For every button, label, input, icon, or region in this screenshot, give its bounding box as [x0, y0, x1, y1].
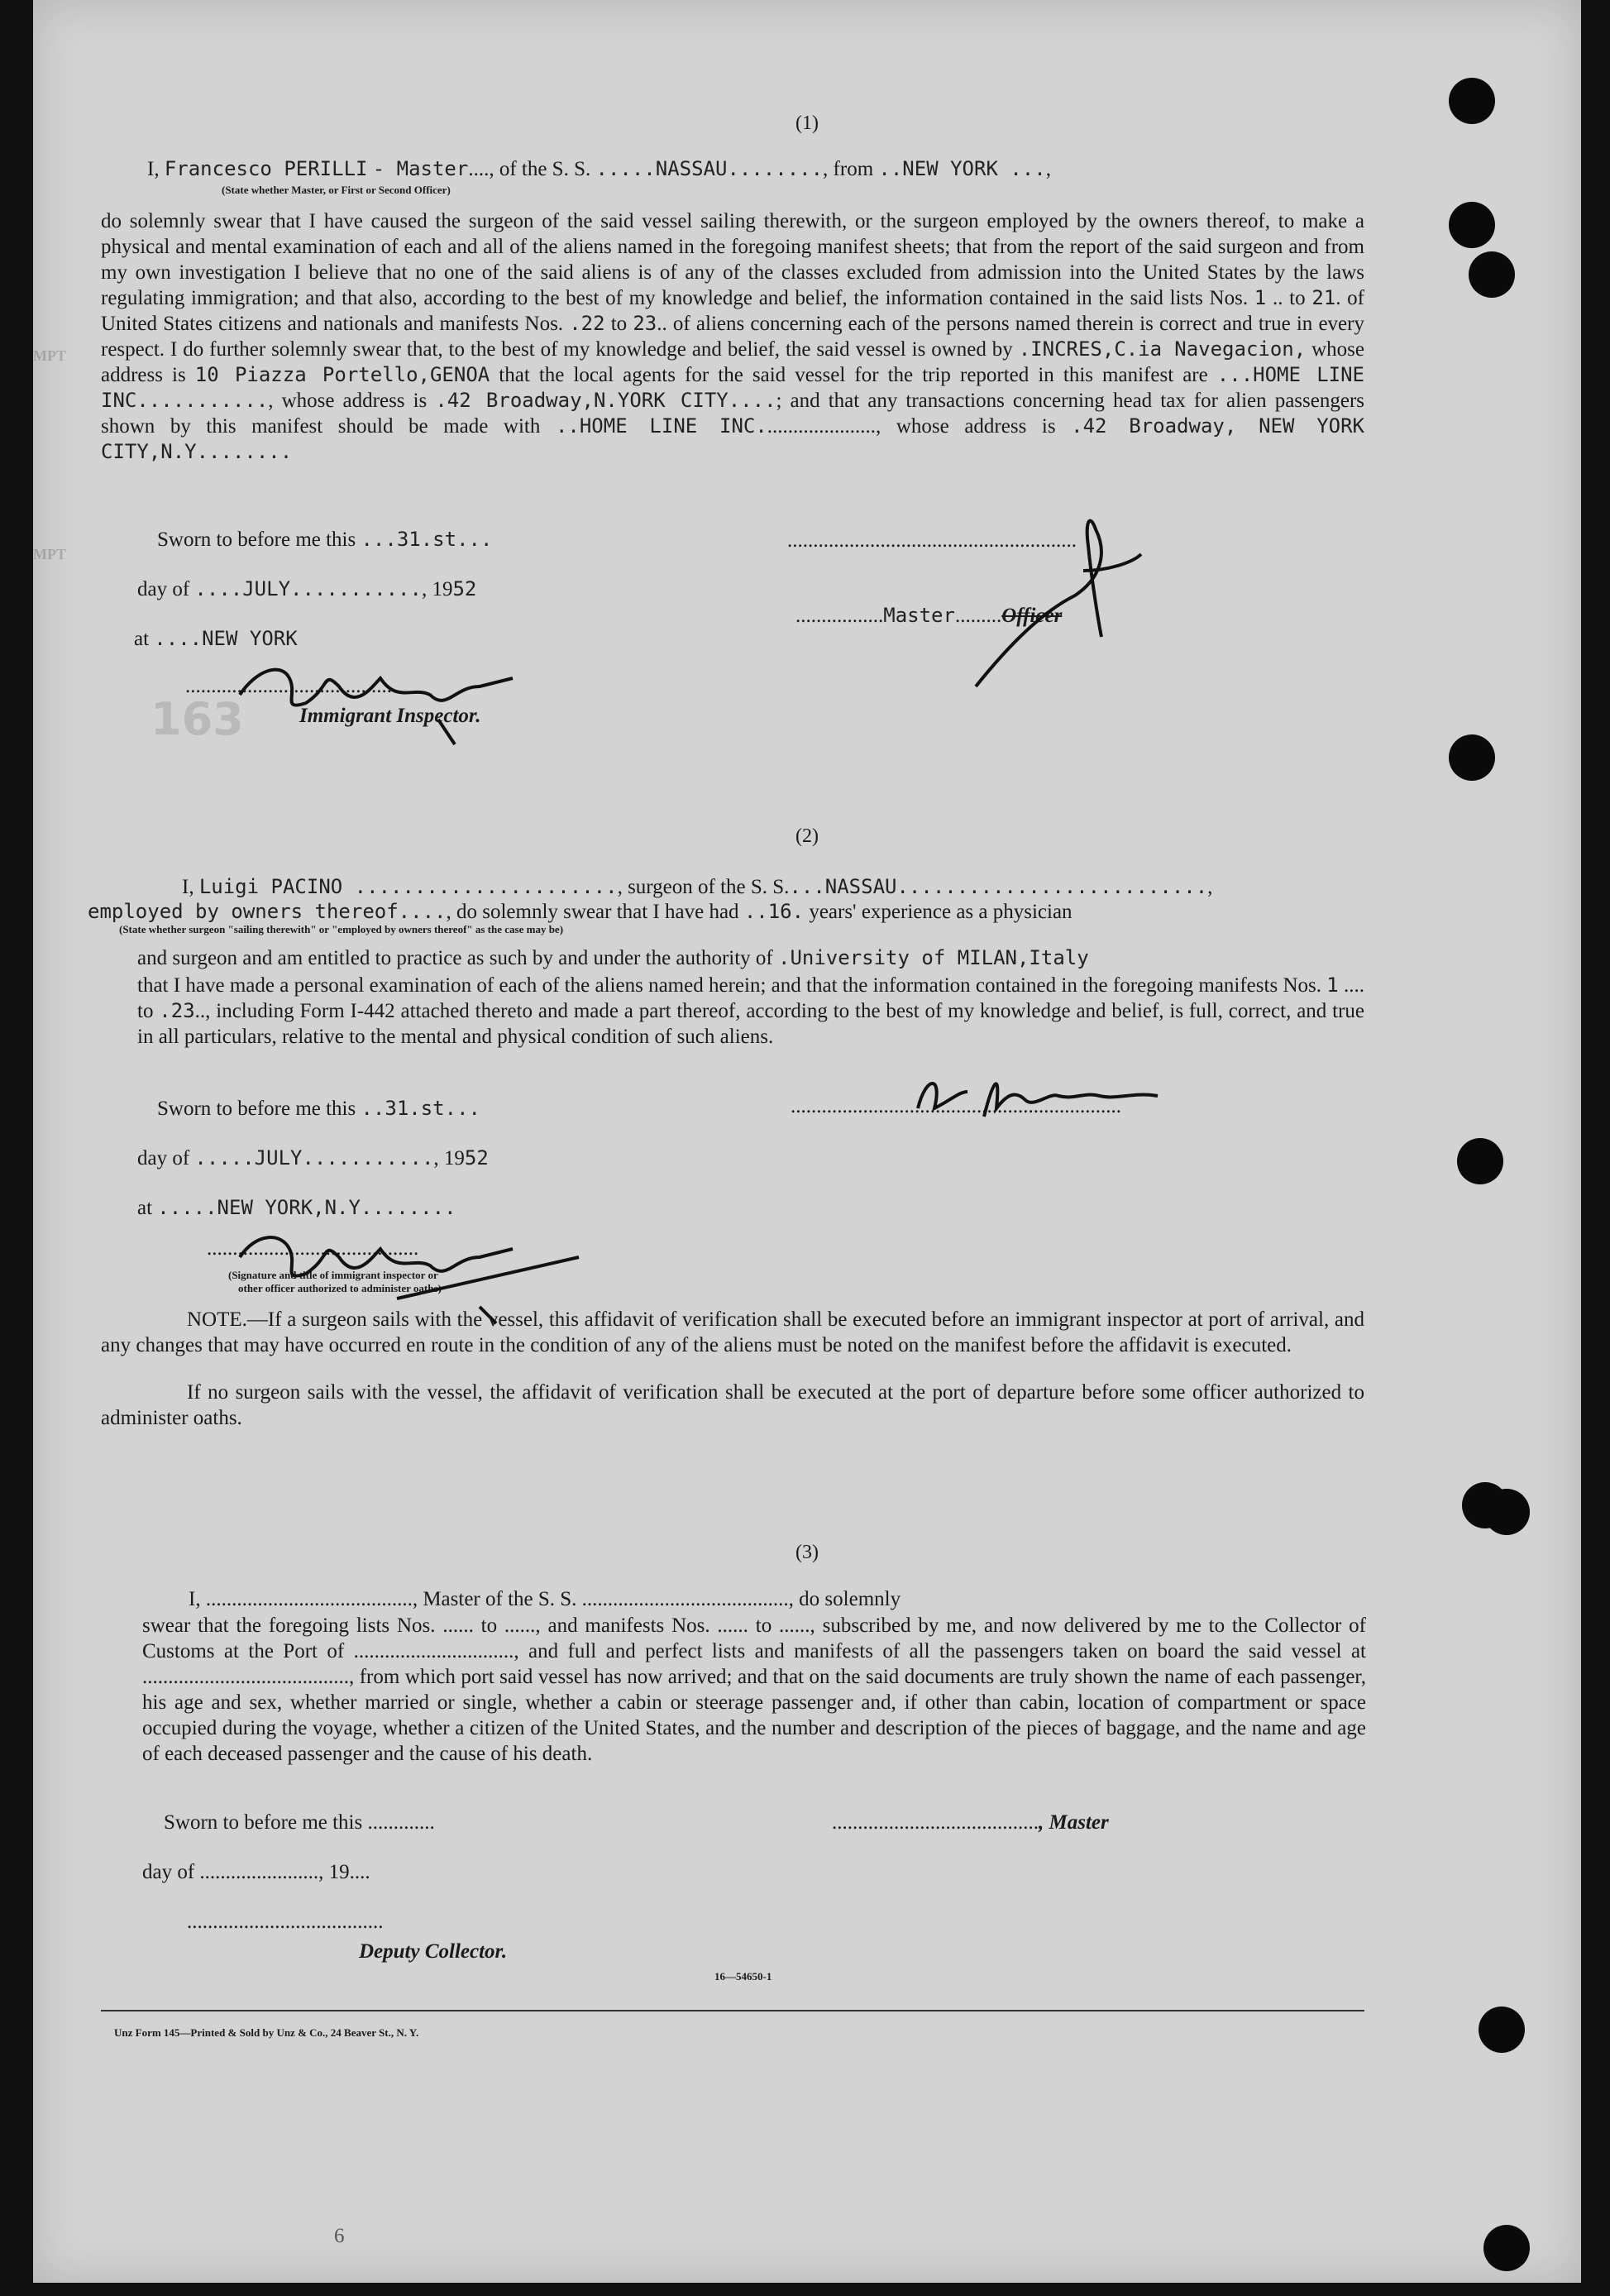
from-port: ..NEW YORK ... — [878, 157, 1046, 180]
s3-collector-label: Deputy Collector. — [359, 1940, 508, 1963]
head-tax-address: .42 Broadway, NEW YORK CITY,N.Y........ — [101, 414, 1365, 463]
binder-hole — [1479, 2007, 1525, 2053]
head-tax-agent: ..HOME LINE INC. — [555, 414, 767, 438]
bottom-mark: 6 — [334, 2225, 345, 2247]
binder-hole — [1483, 2225, 1530, 2271]
affidavit-page — [33, 0, 1581, 2283]
agents-address: .42 Broadway,N.YORK CITY.... — [435, 389, 776, 412]
master-signature — [943, 496, 1158, 695]
s1-sworn-line: Sworn to before me this ...31.st... — [157, 528, 493, 551]
s2-oath-paragraph: that I have made a personal examination of each of the aliens named herein; and that the information contained in the foregoing manifests Nos. 1 .... to .23.., including Form I-442 attached thereto and made a part thereof, according to the best of my knowledge and belief, is full, correct, and true in all particulars, relative to the mental and physical condition of such aliens. — [137, 973, 1364, 1048]
binder-hole — [1457, 1138, 1503, 1184]
s1-master-title-line: .................Master.........Officer — [795, 604, 1063, 627]
master-rank: - Master — [372, 157, 469, 180]
vessel-name: .....NASSAU........ — [595, 157, 824, 180]
s1-master-line: I, Francesco PERILLI - Master...., of the S. S. .....NASSAU........, from ..NEW YORK ..., — [147, 157, 1051, 180]
section-2-number: (2) — [795, 825, 819, 847]
s2-employment-note: (State whether surgeon "sailing therewith" or "employed by owners thereof" as the case may be) — [119, 923, 564, 935]
inspector-signature — [232, 637, 562, 753]
s2-at-line: at .....NEW YORK,N.Y........ — [137, 1196, 456, 1219]
s1-at-line: at ....NEW YORK — [134, 627, 298, 650]
s2-sworn-line: Sworn to before me this ..31.st... — [157, 1097, 480, 1120]
footer-rule — [101, 2010, 1364, 2011]
s2-inspector-signature — [232, 1208, 728, 1323]
binder-hole — [1469, 251, 1515, 298]
owner-address: 10 Piazza Portello,GENOA — [194, 363, 490, 386]
binder-hole — [1449, 202, 1495, 248]
s2-note-paragraph: NOTE.—If a surgeon sails with the vessel, this affidavit of verification shall be executed before an immigrant inspector at port of arrival, and any changes that may have occurred en route in the condition of any of the aliens must be noted on the manifest before the affidavit is executed. — [101, 1308, 1364, 1356]
form-number: 16—54650-1 — [714, 1970, 772, 1983]
binder-hole — [1449, 734, 1495, 781]
local-agents: ...HOME LINE INC........... — [101, 363, 1365, 412]
s2-day-of-line: day of .....JULY..........., 1952 — [137, 1146, 489, 1170]
s3-master-signature-line: ........................................, Master — [832, 1811, 1109, 1834]
section-1-number: (1) — [795, 112, 819, 134]
s2-note-paragraph-2: If no surgeon sails with the vessel, the affidavit of verification shall be executed at the port of departure before some officer authorized to administer oaths. — [101, 1381, 1364, 1429]
s3-collector-dots: ...................................... — [187, 1911, 384, 1933]
s3-oath-paragraph: swear that the foregoing lists Nos. ...... to ......, and manifests Nos. ...... to ......, subscribed by me, and now delivered by me to the Collector of Customs at the Port of ..............................., and full and perfect lists and manifests of all the passengers taken on board the said vessel at ........................................, from which port said vessel has now arrived; and that on the said documents are truly shown the name of each passenger, his age and sex, whether married or single, whether a cabin or steerage passenger and, if other than cabin, location of compartment or space occupied during the voyage, whether a citizen of the United States, and the number and description of the pieces of baggage, and the name and age of each deceased passenger and the cause of his death. — [142, 1614, 1366, 1765]
s3-sworn-line: Sworn to before me this ............. — [164, 1811, 435, 1834]
licensing-authority: .University of MILAN,Italy — [778, 946, 1089, 969]
surgeon-name: Luigi PACINO ...................... — [198, 875, 618, 898]
s2-surgeon-line: I, Luigi PACINO ......................, surgeon of the S. S....NASSAU.........................., — [182, 875, 1213, 898]
s2-authority-line: and surgeon and am entitled to practice as such by and under the authority of .University of MILAN,Italy — [137, 946, 1089, 969]
s2-sig-note-2: other officer authorized to administer oaths) — [238, 1282, 442, 1294]
s2-sig-note-1: (Signature and title of immigrant inspector or — [228, 1269, 438, 1281]
s2-inspector-dots: ......................................... — [207, 1237, 419, 1260]
bleed-through-mark: MPT — [33, 347, 66, 364]
s1-master-signature-line: ........................................................ — [787, 529, 1077, 552]
master-name: Francesco PERILLI — [164, 157, 368, 180]
employment-status: employed by owners thereof.... — [88, 900, 447, 923]
s1-day-of-line: day of ....JULY..........., 1952 — [137, 577, 477, 600]
binder-hole — [1483, 1489, 1530, 1535]
s2-surgeon-signature-line: ................................................................ — [791, 1095, 1121, 1117]
rank-note: (State whether Master, or First or Second Officer) — [222, 184, 451, 196]
s1-inspector-dots: ........................................ — [185, 675, 392, 697]
s1-inspector-label: Immigrant Inspector. — [299, 705, 481, 727]
owner-name: .INCRES,C.ia Navegacion, — [1018, 337, 1307, 361]
years-experience: ..16. — [743, 900, 805, 923]
bleed-through-mark: MPT — [33, 546, 66, 562]
s3-day-of-line: day of ......................., 19.... — [142, 1861, 370, 1883]
s1-oath-paragraph: do solemnly swear that I have caused the surgeon of the said vessel sailing therewith, or the surgeon employed by the owners thereof, to make a physical and mental examination of each and all of the aliens named in the foregoing manifest sheets; that from the report of the said surgeon and from my own investigation I believe that no one of the said aliens is of any of the classes excluded from admission into the United States by the laws regulating immigration; and that also, according to the best of my knowledge and belief, the information contained in the said lists Nos. 1 .. to 21. of United States citizens and nationals and manifests Nos. .22 to 23.. of aliens concerning each of the persons named therein is correct and true in every respect. I do further solemnly swear that, to the best of my knowledge and belief, the said vessel is owned by .INCRES,C.ia Navegacion, whose address is 10 Piazza Portello,GENOA that the local agents for the said vessel for the trip reported in this manifest are ...HOME LINE INC..........., whose address is .42 Broadway,N.YORK CITY....; and that any transactions concerning head tax for alien passengers shown by this manifest should be made with ..HOME LINE INC......................, whose address is .42 Broadway, NEW YORK CITY,N.Y........ — [101, 210, 1365, 463]
s2-employment-line: employed by owners thereof...., do solemnly swear that I have had ..16. years' experience as a physician — [88, 900, 1073, 923]
printer-credit: Unz Form 145—Printed & Sold by Unz & Co., 24 Beaver St., N. Y. — [114, 2026, 419, 2039]
section-3-number: (3) — [795, 1542, 819, 1563]
stamp-number: 163 — [150, 693, 244, 745]
surgeon-signature — [910, 1059, 1191, 1133]
s3-master-line: I, ........................................, Master of the S. S. ........................................, do solemnly — [189, 1588, 901, 1610]
